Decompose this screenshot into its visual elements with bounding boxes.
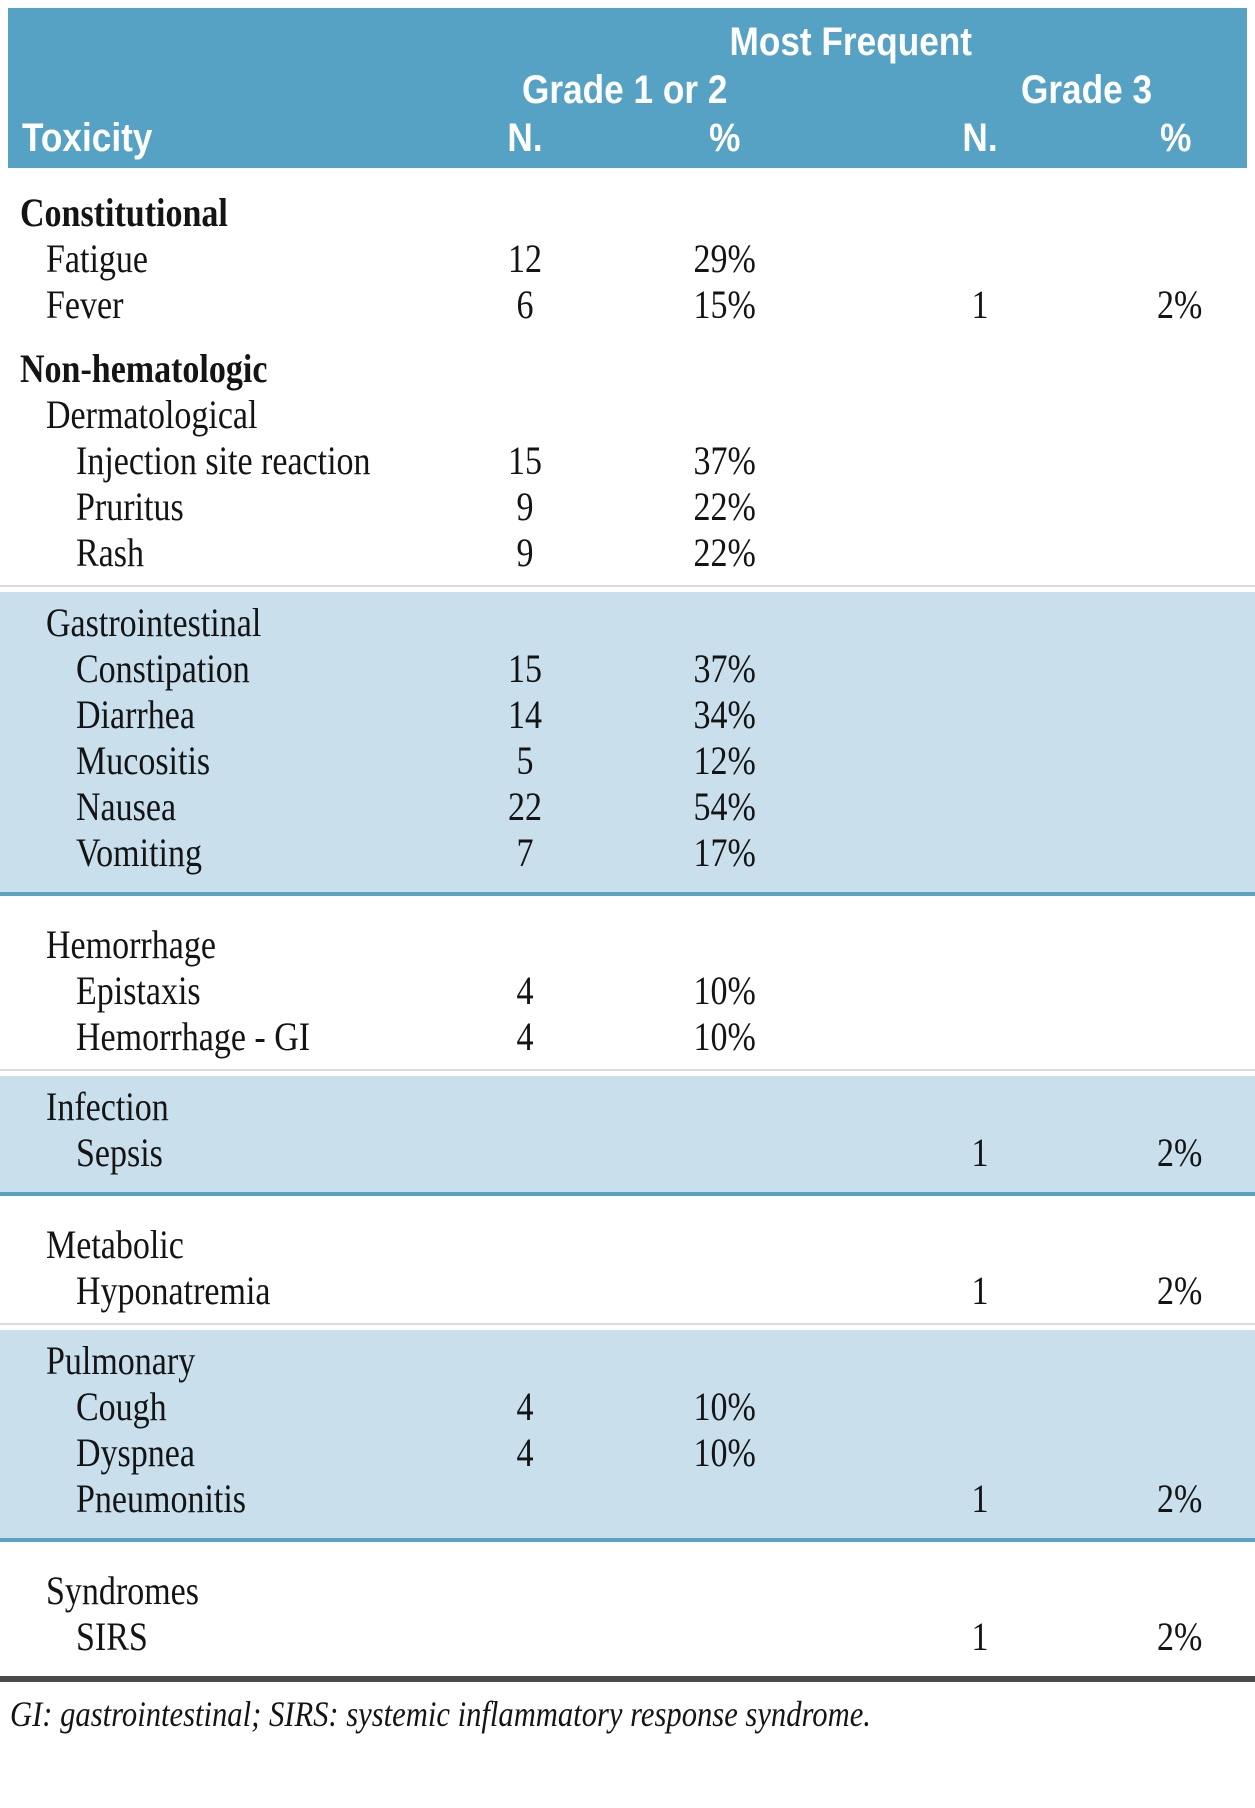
toxicity-label: Toxicity: [22, 116, 153, 160]
cell-grade12-pct: [595, 784, 855, 830]
cell-grade12-n: [455, 1430, 595, 1476]
table-body: [0, 190, 1255, 1660]
row-label-text: Rash: [76, 530, 144, 575]
header-row-columns: [8, 114, 1247, 162]
row-label-text: Vomiting: [76, 830, 202, 875]
cell-grade12-pct-value: 22%: [693, 530, 757, 575]
cell-grade3-pct: [1105, 1084, 1255, 1130]
cell-grade3-n-value: 1: [971, 1130, 989, 1175]
row-label-text: Dermatological: [46, 392, 258, 437]
toxicity-column-header: [8, 114, 455, 162]
cell-grade12-pct: [595, 282, 855, 328]
cell-grade3-pct-value: 2%: [1157, 282, 1203, 327]
cell-grade3-n: [855, 1222, 1105, 1268]
row-label: [0, 600, 455, 646]
row-label-text: Sepsis: [76, 1130, 163, 1175]
cell-grade12-n-value: 9: [516, 530, 534, 575]
row-label-text: SIRS: [76, 1614, 148, 1659]
cell-grade12-n: [455, 830, 595, 876]
cell-grade3-n: [855, 1476, 1105, 1522]
cell-grade12-pct: [595, 1614, 855, 1660]
cell-grade3-pct: [1105, 1476, 1255, 1522]
cell-grade3-n: [855, 282, 1105, 328]
row-label: [0, 484, 455, 530]
footnote-divider: [0, 1676, 1255, 1682]
table-row: [0, 738, 1255, 784]
cell-grade3-pct-value: 2%: [1157, 1130, 1203, 1175]
header-row-grades: [8, 66, 1247, 114]
row-label: [0, 922, 455, 968]
table-row: [0, 1476, 1255, 1522]
cell-grade12-pct: [595, 1430, 855, 1476]
row-label-text: Syndromes: [46, 1568, 199, 1613]
cell-grade12-n-value: 5: [516, 738, 534, 783]
section-pulmonary: [0, 1330, 1255, 1542]
cell-grade12-n-value: 4: [516, 968, 534, 1013]
cell-grade3-n: [855, 1384, 1105, 1430]
table-row: [0, 968, 1255, 1014]
cell-grade3-pct-value: 2%: [1157, 1268, 1203, 1313]
cell-grade3-pct: [1105, 190, 1255, 236]
cell-grade3-pct: [1105, 530, 1255, 576]
row-label-text: Pruritus: [76, 484, 184, 529]
cell-grade3-pct: [1105, 346, 1255, 392]
cell-grade3-n: [855, 190, 1105, 236]
cell-grade12-n-value: 4: [516, 1384, 534, 1429]
cell-grade12-n: [455, 236, 595, 282]
row-label: [0, 530, 455, 576]
cell-grade12-pct-value: 22%: [693, 484, 757, 529]
row-label: [0, 738, 455, 784]
cell-grade12-pct-value: 10%: [693, 1014, 757, 1059]
table-row: [0, 484, 1255, 530]
row-label-text: Fever: [46, 282, 124, 327]
cell-grade12-pct: [595, 692, 855, 738]
cell-grade12-pct: [595, 1568, 855, 1614]
cell-grade3-pct: [1105, 1430, 1255, 1476]
grade-3-label: Grade 3: [1020, 68, 1152, 112]
cell-grade3-n: [855, 484, 1105, 530]
cell-grade12-n: [455, 646, 595, 692]
cell-grade12-pct-value: 29%: [693, 236, 757, 281]
table-row: [0, 1014, 1255, 1060]
row-label-text: Epistaxis: [76, 968, 201, 1013]
cell-grade12-n: [455, 1614, 595, 1660]
cell-grade3-pct: [1105, 484, 1255, 530]
row-label-text: Cough: [76, 1384, 167, 1429]
cell-grade3-pct: [1105, 1268, 1255, 1314]
row-label: [0, 1084, 455, 1130]
row-label-text: Constitutional: [20, 190, 228, 235]
table-row: [0, 1614, 1255, 1660]
cell-grade12-pct: [595, 1014, 855, 1060]
cell-grade3-n: [855, 1430, 1105, 1476]
table-row: [0, 438, 1255, 484]
table-row: [0, 1268, 1255, 1314]
cell-grade12-n: [455, 968, 595, 1014]
cell-grade12-pct-value: 10%: [693, 968, 757, 1013]
row-label-text: Hyponatremia: [76, 1268, 271, 1313]
cell-grade12-n: [455, 738, 595, 784]
most-frequent-label: Most Frequent: [729, 20, 973, 64]
row-label-text: Hemorrhage - GI: [76, 1014, 311, 1059]
table-row: [0, 392, 1255, 438]
table-row: [0, 830, 1255, 876]
cell-grade12-n: [455, 1130, 595, 1176]
grade3-n-column-header: N.: [962, 116, 998, 160]
cell-grade12-pct: [595, 438, 855, 484]
cell-grade12-pct: [595, 1084, 855, 1130]
cell-grade12-pct-value: 37%: [693, 438, 757, 483]
cell-grade12-pct: [595, 1384, 855, 1430]
cell-grade12-n: [455, 784, 595, 830]
cell-grade12-pct: [595, 646, 855, 692]
cell-grade3-n: [855, 968, 1105, 1014]
cell-grade3-n: [855, 692, 1105, 738]
table-row: [0, 692, 1255, 738]
row-label-text: Hemorrhage: [46, 922, 216, 967]
cell-grade3-pct: [1105, 738, 1255, 784]
cell-grade12-n: [455, 484, 595, 530]
cell-grade12-n: [455, 1268, 595, 1314]
cell-grade3-pct: [1105, 1614, 1255, 1660]
row-label-text: Gastrointestinal: [46, 600, 262, 645]
cell-grade3-n: [855, 1568, 1105, 1614]
cell-grade3-n: [855, 830, 1105, 876]
table-row: [0, 1084, 1255, 1130]
grade3-pct-column-header: %: [1160, 116, 1192, 160]
cell-grade12-n: [455, 1384, 595, 1430]
cell-grade12-n-value: 12: [508, 236, 542, 281]
cell-grade3-pct: [1105, 1338, 1255, 1384]
cell-grade12-pct: [595, 190, 855, 236]
cell-grade12-pct: [595, 1130, 855, 1176]
row-label-text: Pneumonitis: [76, 1476, 247, 1521]
header-spacer: [8, 66, 455, 114]
cell-grade3-n: [855, 784, 1105, 830]
cell-grade3-pct: [1105, 646, 1255, 692]
cell-grade3-pct: [1105, 830, 1255, 876]
cell-grade3-n-value: 1: [971, 282, 989, 327]
cell-grade3-pct: [1105, 784, 1255, 830]
section-metabolic: [0, 1222, 1255, 1314]
table-row: [0, 530, 1255, 576]
cell-grade12-n: [455, 1568, 595, 1614]
table-row: [0, 1430, 1255, 1476]
cell-grade3-n: [855, 1338, 1105, 1384]
cell-grade12-n: [455, 1338, 595, 1384]
cell-grade3-n: [855, 738, 1105, 784]
cell-grade12-pct-value: 10%: [693, 1384, 757, 1429]
row-label: [0, 1130, 455, 1176]
row-label-text: Nausea: [76, 784, 177, 829]
footnote: [0, 1692, 1255, 1736]
footnote-text: GI: gastrointestinal; SIRS: systemic inflammatory response syndrome.: [10, 1694, 871, 1734]
cell-grade3-n: [855, 922, 1105, 968]
cell-grade12-pct: [595, 830, 855, 876]
grade-1-2-header: [455, 66, 855, 114]
cell-grade12-pct-value: 10%: [693, 1430, 757, 1475]
cell-grade3-n: [855, 392, 1105, 438]
cell-grade12-pct: [595, 1338, 855, 1384]
cell-grade12-pct: [595, 922, 855, 968]
row-label: [0, 346, 455, 392]
grade12-n-column-header: N.: [507, 116, 543, 160]
most-frequent-header: [455, 18, 1247, 66]
row-label-text: Metabolic: [46, 1222, 184, 1267]
table-row: [0, 600, 1255, 646]
grade-3-header: [855, 66, 1247, 114]
row-label-text: Dyspnea: [76, 1430, 195, 1475]
cell-grade3-n: [855, 530, 1105, 576]
cell-grade12-n: [455, 282, 595, 328]
row-label: [0, 1614, 455, 1660]
cell-grade12-pct-value: 54%: [693, 784, 757, 829]
cell-grade12-n: [455, 1222, 595, 1268]
table-row: [0, 784, 1255, 830]
cell-grade12-pct: [595, 738, 855, 784]
row-label: [0, 1014, 455, 1060]
cell-grade12-pct: [595, 600, 855, 646]
table-row: [0, 1568, 1255, 1614]
row-label: [0, 784, 455, 830]
row-label: [0, 1568, 455, 1614]
cell-grade3-n: [855, 600, 1105, 646]
cell-grade3-n-value: 1: [971, 1268, 989, 1313]
cell-grade3-pct: [1105, 922, 1255, 968]
cell-grade3-n: [855, 346, 1105, 392]
cell-grade3-n: [855, 1014, 1105, 1060]
cell-grade3-pct: [1105, 438, 1255, 484]
cell-grade12-pct: [595, 236, 855, 282]
table-row: [0, 922, 1255, 968]
cell-grade12-pct: [595, 346, 855, 392]
cell-grade3-pct-value: 2%: [1157, 1614, 1203, 1659]
cell-grade12-n-value: 4: [516, 1430, 534, 1475]
cell-grade3-n: [855, 1084, 1105, 1130]
section-infection: [0, 1076, 1255, 1196]
cell-grade12-n: [455, 600, 595, 646]
cell-grade12-n: [455, 346, 595, 392]
cell-grade12-n: [455, 438, 595, 484]
cell-grade12-n: [455, 922, 595, 968]
cell-grade12-n-value: 6: [516, 282, 534, 327]
row-label-text: Pulmonary: [46, 1338, 196, 1383]
cell-grade12-n: [455, 392, 595, 438]
row-label-text: Non-hematologic: [20, 346, 268, 391]
cell-grade3-pct-value: 2%: [1157, 1476, 1203, 1521]
cell-grade12-pct: [595, 392, 855, 438]
table-row: [0, 190, 1255, 236]
cell-grade12-pct-value: 37%: [693, 646, 757, 691]
cell-grade12-n-value: 4: [516, 1014, 534, 1059]
table-row: [0, 1222, 1255, 1268]
row-label-text: Constipation: [76, 646, 250, 691]
row-label-text: Fatigue: [46, 236, 148, 281]
cell-grade3-n: [855, 236, 1105, 282]
cell-grade12-n: [455, 190, 595, 236]
cell-grade3-pct: [1105, 1014, 1255, 1060]
row-label: [0, 646, 455, 692]
cell-grade12-pct-value: 17%: [693, 830, 757, 875]
cell-grade3-pct: [1105, 1384, 1255, 1430]
cell-grade12-pct: [595, 484, 855, 530]
grade12-pct-column-header: %: [709, 116, 741, 160]
row-label: [0, 968, 455, 1014]
row-label: [0, 1338, 455, 1384]
header-spacer: [8, 18, 455, 66]
grade-1-2-label: Grade 1 or 2: [522, 68, 728, 112]
cell-grade3-n-value: 1: [971, 1476, 989, 1521]
table-header: [8, 8, 1247, 168]
cell-grade3-pct: [1105, 692, 1255, 738]
section-hemorrhage: [0, 922, 1255, 1060]
row-label-text: Diarrhea: [76, 692, 195, 737]
row-label: [0, 282, 455, 328]
toxicity-table: [0, 8, 1255, 1808]
row-label: [0, 438, 455, 484]
table-row: [0, 1338, 1255, 1384]
cell-grade3-pct: [1105, 392, 1255, 438]
cell-grade12-pct: [595, 968, 855, 1014]
cell-grade12-n: [455, 692, 595, 738]
row-label: [0, 1430, 455, 1476]
table-row: [0, 646, 1255, 692]
row-label-text: Injection site reaction: [76, 438, 371, 483]
row-label: [0, 830, 455, 876]
cell-grade12-n-value: 15: [508, 646, 542, 691]
row-label: [0, 190, 455, 236]
row-label: [0, 692, 455, 738]
section-constitutional: [0, 190, 1255, 328]
cell-grade3-pct: [1105, 600, 1255, 646]
table-row: [0, 1130, 1255, 1176]
row-label-text: Infection: [46, 1084, 169, 1129]
cell-grade3-pct: [1105, 1568, 1255, 1614]
cell-grade12-pct-value: 15%: [693, 282, 757, 327]
cell-grade12-n-value: 15: [508, 438, 542, 483]
row-label: [0, 1268, 455, 1314]
cell-grade12-pct-value: 34%: [693, 692, 757, 737]
cell-grade12-n: [455, 530, 595, 576]
cell-grade12-n: [455, 1014, 595, 1060]
row-label-text: Mucositis: [76, 738, 211, 783]
table-row: [0, 236, 1255, 282]
row-label: [0, 236, 455, 282]
cell-grade3-pct: [1105, 236, 1255, 282]
header-row-most-frequent: [8, 18, 1247, 66]
section-non-hematologic: [0, 346, 1255, 576]
cell-grade12-pct-value: 12%: [693, 738, 757, 783]
cell-grade12-n-value: 9: [516, 484, 534, 529]
cell-grade3-pct: [1105, 1222, 1255, 1268]
cell-grade3-n: [855, 646, 1105, 692]
cell-grade12-pct: [595, 530, 855, 576]
cell-grade3-n-value: 1: [971, 1614, 989, 1659]
table-row: [0, 346, 1255, 392]
cell-grade3-n: [855, 1130, 1105, 1176]
cell-grade3-pct: [1105, 282, 1255, 328]
cell-grade12-n-value: 14: [508, 692, 542, 737]
cell-grade12-pct: [595, 1476, 855, 1522]
row-label: [0, 1384, 455, 1430]
cell-grade12-n-value: 7: [516, 830, 534, 875]
cell-grade3-pct: [1105, 1130, 1255, 1176]
cell-grade12-pct: [595, 1222, 855, 1268]
cell-grade3-n: [855, 1614, 1105, 1660]
table-row: [0, 282, 1255, 328]
row-label: [0, 392, 455, 438]
cell-grade3-n: [855, 1268, 1105, 1314]
cell-grade12-pct: [595, 1268, 855, 1314]
cell-grade3-n: [855, 438, 1105, 484]
cell-grade3-pct: [1105, 968, 1255, 1014]
section-syndromes: [0, 1568, 1255, 1660]
section-gastrointestinal: [0, 592, 1255, 896]
row-label: [0, 1222, 455, 1268]
table-row: [0, 1384, 1255, 1430]
cell-grade12-n: [455, 1476, 595, 1522]
cell-grade12-n: [455, 1084, 595, 1130]
row-label: [0, 1476, 455, 1522]
cell-grade12-n-value: 22: [508, 784, 542, 829]
